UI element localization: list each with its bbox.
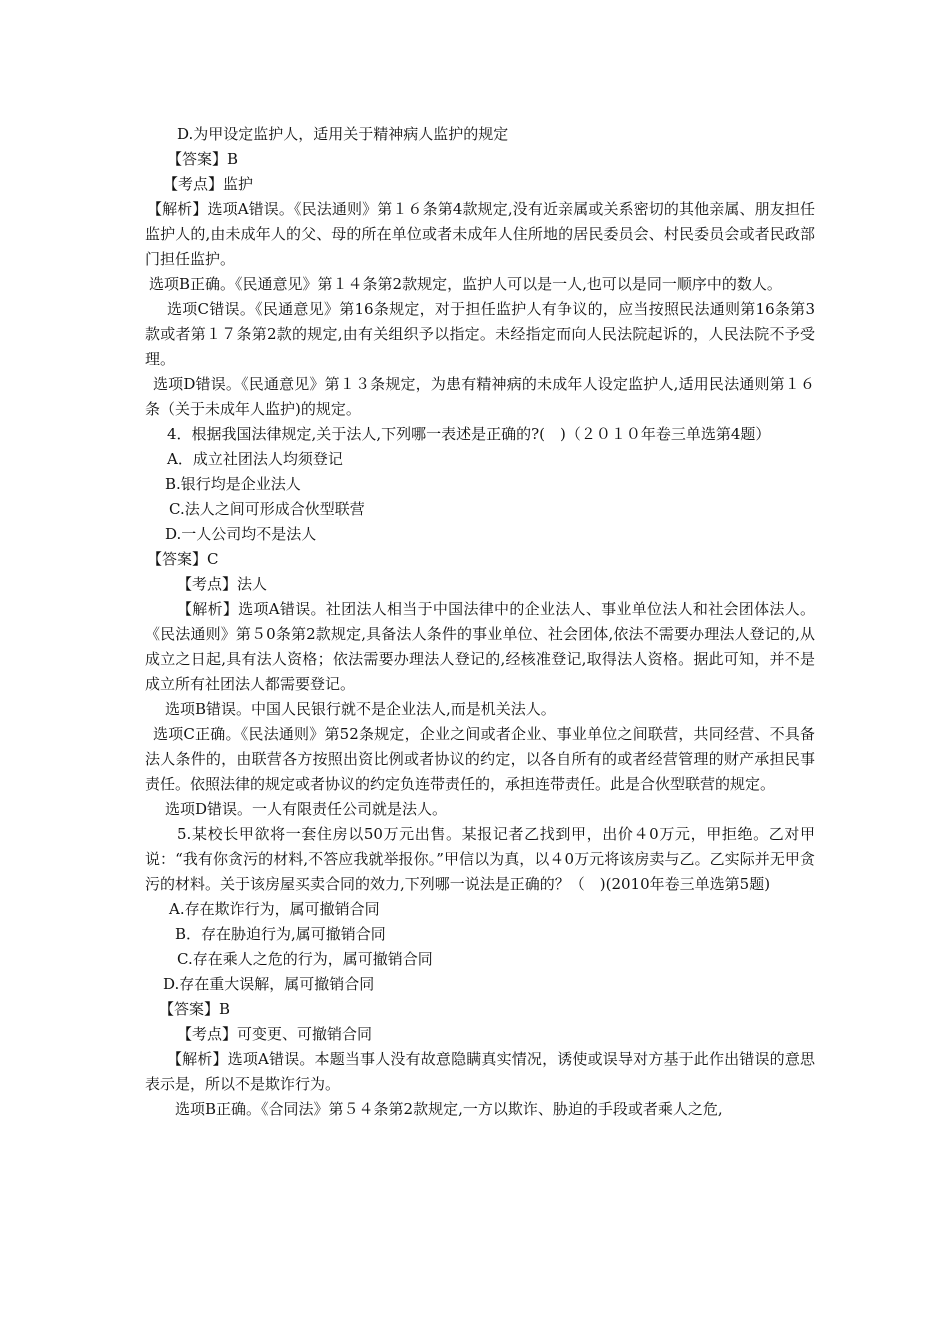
analysis-paragraph: 选项D错误。《民通意见》第１３条规定，为患有精神病的未成年人设定监护人,适用民法通则第１６条（关于未成年人监护)的规定。 [145,375,815,418]
analysis-paragraph: 选项B正确。《民通意见》第１４条第2款规定，监护人可以是一人,也可以是同一顺序中的数人。 [149,275,782,293]
document-body [145,122,815,1122]
option-b-line: B.银行均是企业法人 [165,475,301,493]
option-c-line: C.存在乘人之危的行为，属可撤销合同 [177,950,433,968]
option-d-line: D.存在重大误解，属可撤销合同 [163,975,375,993]
analysis-paragraph: 选项C错误。《民通意见》第16条规定，对于担任监护人有争议的，应当按照民法通则第16条第3款或者第１７条第2款的规定,由有关组织予以指定。未经指定而向人民法院起诉的，人民法院不予受理。 [145,300,815,368]
analysis-paragraph: 选项C正确。《民法通则》第52条规定，企业之间或者企业、事业单位之间联营，共同经营、不具备法人条件的，由联营各方按照出资比例或者协议的约定，以各自所有的或者经营管理的财产承担民事责任。依照法律的规定或者协议的约定负连带责任的，承担连带责任。此是合伙型联营的规定。 [145,725,815,793]
analysis-paragraph: 【解析】选项A错误。《民法通则》第１６条第4款规定,没有近亲属或关系密切的其他亲属、朋友担任监护人的,由未成年人的父、母的所在单位或者未成年人住所地的居民委员会、村民委员会或者民政部门担任监护。 [145,200,815,268]
analysis-paragraph: 选项B正确。《合同法》第５４条第2款规定,一方以欺诈、胁迫的手段或者乘人之危, [175,1100,723,1118]
question-5: 5.某校长甲欲将一套住房以50万元出售。某报记者乙找到甲，出价４0万元，甲拒绝。乙对甲说：“我有你贪污的材料,不答应我就举报你。”甲信以为真，以４0万元将该房卖与乙。乙实际并无甲贪污的材料。关于该房屋买卖合同的效力,下列哪一说法是正确的？（ )(2010年卷三单选第5题) [145,825,815,893]
analysis-paragraph: 【解析】选项A错误。社团法人相当于中国法律中的企业法人、事业单位法人和社会团体法人。《民法通则》第５0条第2款规定,具备法人条件的事业单位、社会团体,依法不需要办理法人登记的,从成立之日起,具有法人资格；依法需要办理法人登记的,经核准登记,取得法人资格。据此可知，并不是成立所有社团法人都需要登记。 [145,600,815,693]
analysis-paragraph: 【解析】选项A错误。本题当事人没有故意隐瞒真实情况，诱使或误导对方基于此作出错误的意思表示是，所以不是欺诈行为。 [145,1050,815,1093]
option-a-line: A．成立社团法人均须登记 [167,450,343,468]
answer-line: 【答案】B [167,150,239,168]
answer-line: 【答案】B [159,1000,231,1018]
analysis-paragraph: 选项D错误。一人有限责任公司就是法人。 [165,800,448,818]
analysis-paragraph: 选项B错误。中国人民银行就不是企业法人,而是机关法人。 [165,700,556,718]
key-point-line: 【考点】监护 [163,175,254,193]
question-4: 4．根据我国法律规定,关于法人,下列哪一表述是正确的?( )（２０１０年卷三单选第4题） [167,425,771,443]
option-a-line: A.存在欺诈行为，属可撤销合同 [169,900,380,918]
option-d-line: D.为甲设定监护人，适用关于精神病人监护的规定 [177,125,509,143]
key-point-line: 【考点】可变更、可撤销合同 [177,1025,373,1043]
option-c-line: C.法人之间可形成合伙型联营 [169,500,365,518]
option-d-line: D.一人公司均不是法人 [165,525,317,543]
key-point-line: 【考点】法人 [177,575,268,593]
answer-line: 【答案】C [147,550,219,568]
option-b-line: B．存在胁迫行为,属可撤销合同 [175,925,386,943]
